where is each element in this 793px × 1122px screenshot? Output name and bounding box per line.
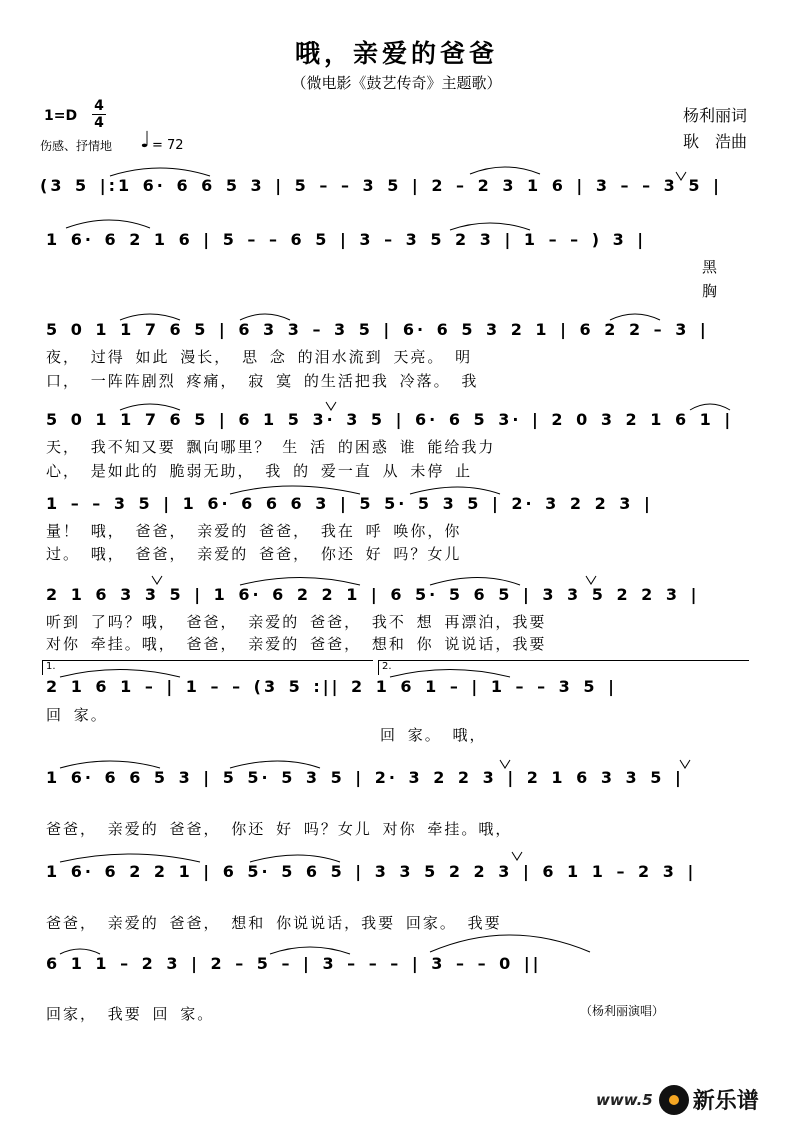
key-signature: 1=D — [44, 108, 78, 124]
lyric-row-10: 回家， 我要 回 家。 — [46, 1005, 215, 1023]
score-row-9: 1 6· 6 2 2 1 | 6 5· 5 6 5 | 3 3 5 2 2 3 | 6 1 1 – 2 3 | — [46, 862, 697, 881]
breath-mark — [500, 760, 510, 768]
slur — [230, 761, 320, 768]
score-row-2: 1 6· 6 2 1 6 | 5 – – 6 5 | 3 – 3 5 2 3 | 1 – – ) 3 | — [46, 230, 647, 249]
score-row-1: (3 5 |:1 6· 6 6 5 3 | 5 – – 3 5 | 2 – 2 3 1 6 | 3 – – 3 5 | — [40, 176, 722, 195]
page-subtitle: （微电影《鼓艺传奇》主题歌） — [291, 74, 502, 92]
tempo-marking: = 72 — [152, 138, 184, 153]
lyric-row-8: 爸爸， 亲爱的 爸爸， 你还 好 吗？女儿 对你 牵挂。哦， — [46, 820, 513, 838]
quarter-note-icon: ♩ — [140, 128, 151, 153]
volta-number-1: 1. — [46, 661, 56, 672]
lyric-row-5-verse-1: 量！ 哦， 爸爸， 亲爱的 爸爸， 我在 呼 唤你，你 — [46, 522, 462, 540]
slur — [60, 854, 200, 862]
lyric-row-4-verse-2: 心， 是如此的 脆弱无助， 我 的 爱一直 从 未停 止 — [46, 462, 473, 480]
lyric-row-6-verse-2: 对你 牵挂。哦， 爸爸， 亲爱的 爸爸， 想和 你 说说话，我要 — [46, 635, 547, 653]
breath-mark — [586, 576, 596, 584]
site-logo — [596, 1084, 759, 1115]
lyric-row-2-verse-2: 胸 — [702, 282, 720, 300]
breath-mark — [152, 576, 162, 584]
score-row-5: 1 – – 3 5 | 1 6· 6 6 6 3 | 5 5· 5 3 5 | 2· 3 2 2 3 | — [46, 494, 653, 513]
lyric-row-7-ending-1: 回 家。 — [46, 706, 108, 724]
score-row-7: 2 1 6 1 – | 1 – – (3 5 :|| 2 1 6 1 – | 1 – – 3 5 | — [46, 677, 617, 696]
record-disc-icon — [659, 1085, 689, 1115]
lyricist-credit: 杨利丽词 — [682, 106, 747, 125]
slur — [430, 578, 520, 586]
lyric-row-2-verse-1: 黑 — [702, 258, 720, 276]
expression-marking: 伤感、抒情地 — [40, 139, 113, 153]
breath-mark — [512, 852, 522, 860]
volta-bracket-2 — [378, 660, 749, 675]
score-row-10: 6 1 1 – 2 3 | 2 – 5 – | 3 – – – | 3 – – 0 || — [46, 954, 542, 973]
lyric-row-9: 爸爸， 亲爱的 爸爸， 想和 你说说话，我要 回家。 我要 — [46, 914, 502, 932]
score-row-8: 1 6· 6 6 5 3 | 5 5· 5 3 5 | 2· 3 2 2 3 | 2 1 6 3 3 5 | — [46, 768, 684, 787]
lyric-row-3-verse-2: 口， 一阵阵剧烈 疼痛， 寂 寞 的生活把我 冷落。 我 — [46, 372, 479, 390]
logo-url: www.5 — [596, 1090, 653, 1109]
slur — [430, 935, 590, 952]
lyric-row-6-verse-1: 听到 了吗？哦， 爸爸， 亲爱的 爸爸， 我不 想 再漂泊，我要 — [46, 613, 547, 631]
volta-bracket-1 — [42, 660, 373, 675]
logo-text: 新乐谱 — [692, 1089, 759, 1114]
slur — [66, 220, 150, 228]
slur — [270, 947, 350, 954]
time-top: 4 — [94, 98, 104, 114]
volta-number-2: 2. — [382, 661, 392, 672]
slur — [240, 578, 360, 586]
breath-mark — [680, 760, 690, 768]
score-row-6: 2 1 6 3 3 5 | 1 6· 6 2 2 1 | 6 5· 5 6 5 | 3 3 5 2 2 3 | — [46, 585, 700, 604]
lyric-row-4-verse-1: 天， 我不知又要 飘向哪里？ 生 活 的困惑 谁 能给我力 — [46, 438, 496, 456]
slur — [60, 761, 160, 768]
lyric-row-3-verse-1: 夜， 过得 如此 漫长， 思 念 的泪水流到 天亮。 明 — [46, 348, 473, 366]
performer-credit: （杨利丽演唱） — [580, 1004, 665, 1018]
page-title: 哦，亲爱的爸爸 — [294, 39, 498, 68]
time-signature — [92, 98, 106, 131]
breath-mark — [326, 402, 336, 410]
slur — [410, 487, 500, 494]
slur — [470, 167, 540, 174]
lyric-row-5-verse-2: 过。 哦， 爸爸， 亲爱的 爸爸， 你还 好 吗？女儿 — [46, 545, 462, 563]
slur — [110, 168, 210, 176]
slur — [450, 223, 530, 230]
lyric-row-7-ending-2: 回 家。 哦， — [380, 726, 487, 744]
score-row-3: 5 0 1 1 7 6 5 | 6 3 3 – 3 5 | 6· 6 5 3 2 1 | 6 2 2 – 3 | — [46, 320, 709, 339]
slur — [250, 855, 340, 862]
slur — [230, 486, 360, 494]
time-bottom: 4 — [94, 115, 104, 131]
composer-credit: 耿 浩曲 — [682, 132, 747, 151]
score-row-4: 5 0 1 1 7 6 5 | 6 1 5 3· 3 5 | 6· 6 5 3· | 2 0 3 2 1 6 1 | — [46, 410, 734, 429]
